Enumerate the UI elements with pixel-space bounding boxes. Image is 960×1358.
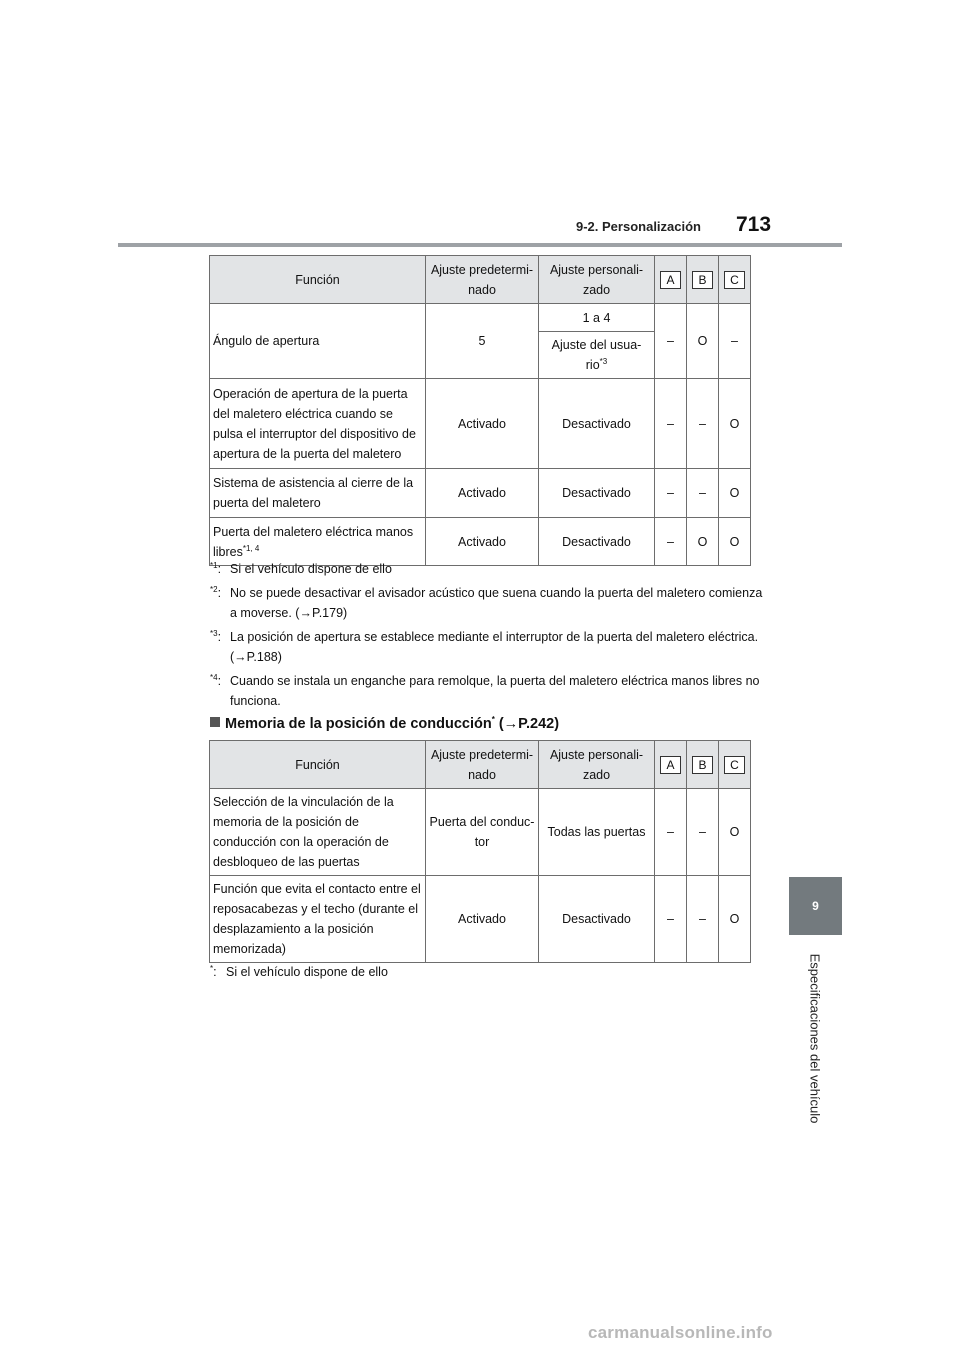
row-col-a: –: [655, 469, 687, 518]
section-heading: Memoria de la posición de conducción* (→P.242): [210, 716, 559, 732]
row-col-c: O: [719, 518, 751, 566]
header-custom: Ajuste personali-zado: [539, 741, 655, 789]
row-col-a: –: [655, 789, 687, 876]
header-col-c: C: [724, 271, 745, 289]
row-default: Activado: [426, 469, 539, 518]
row-funcion: Puerta del maletero eléctrica manos libres$^{*1, 4}$: [210, 518, 426, 566]
header-col-b: B: [692, 756, 713, 774]
table-row: [210, 789, 751, 876]
row-custom: Desactivado: [539, 518, 655, 566]
customization-table-1: [209, 255, 751, 566]
header-col-a: A: [660, 756, 681, 774]
row-default: Activado: [426, 876, 539, 963]
section-title: 9-2. Personalización: [576, 219, 701, 234]
chapter-number: 9: [812, 899, 819, 913]
row-col-c: O: [719, 469, 751, 518]
row-col-c: O: [719, 789, 751, 876]
footnote: $^{*2}$: No se puede desactivar el avisador acústico que suena cuando la puerta del maletero comienza a moverse. (→P.179): [210, 584, 763, 620]
table-header-row: [210, 256, 751, 304]
row-funcion: Selección de la vinculación de la memoria de la posición de conducción con la operación de desbloqueo de las puertas: [210, 789, 426, 876]
row-col-b: –: [687, 379, 719, 469]
footnotes: [210, 559, 770, 715]
row-col-c: –: [719, 304, 751, 379]
row-default: Activado: [426, 518, 539, 566]
row-col-b: –: [687, 469, 719, 518]
chapter-tab[interactable]: [789, 877, 842, 935]
row-col-b: –: [687, 876, 719, 963]
table-row: [210, 304, 751, 332]
row-funcion: Función que evita el contacto entre el reposacabezas y el techo (durante el desplazamiento a la posición memorizada): [210, 876, 426, 963]
header-default: Ajuste predetermi-nado: [426, 741, 539, 789]
header-col-c: C: [724, 756, 745, 774]
customization-table-2: [209, 740, 751, 963]
row-custom: Desactivado: [539, 469, 655, 518]
watermark: carmanualsonline.info: [588, 1323, 773, 1342]
page-number: 713: [736, 213, 772, 236]
header-col-b: B: [692, 271, 713, 289]
header-col-a: A: [660, 271, 681, 289]
chapter-label: Especificaciones del vehículo: [807, 953, 823, 1123]
row-default: Activado: [426, 379, 539, 469]
table-row: [210, 469, 751, 518]
row-col-a: –: [655, 304, 687, 379]
row-funcion: Operación de apertura de la puerta del maletero eléctrica cuando se pulsa el interruptor del dispositivo de apertura de la puerta del maletero: [210, 379, 426, 469]
row-col-b: O: [687, 304, 719, 379]
row-funcion: Sistema de asistencia al cierre de la puerta del maletero: [210, 469, 426, 518]
row-col-a: –: [655, 379, 687, 469]
page-reference-link[interactable]: (→P.242): [498, 716, 560, 732]
row-col-b: O: [687, 518, 719, 566]
row-custom: Ajuste del usua-rio$^{*3}$: [539, 332, 655, 379]
row-col-c: O: [719, 379, 751, 469]
row-default: Puerta del conduc-tor: [426, 789, 539, 876]
header-custom: Ajuste personali-zado: [539, 256, 655, 304]
row-col-a: –: [655, 518, 687, 566]
footnote: $^{*1}$: Si el vehículo dispone de ello: [210, 560, 392, 576]
footnote: $^{*4}$: Cuando se instala un enganche para remolque, la puerta del maletero eléctrica manos libres no funciona.: [210, 672, 760, 708]
footnote: *: Si el vehículo dispone de ello: [210, 963, 388, 979]
row-col-a: –: [655, 876, 687, 963]
footnote: $^{*3}$: La posición de apertura se establece mediante el interruptor de la puerta del maletero eléctrica. (→P.188): [210, 628, 759, 664]
row-col-b: –: [687, 789, 719, 876]
row-funcion: Ángulo de apertura: [210, 304, 426, 379]
row-default: 5: [426, 304, 539, 379]
header-funcion: Función: [210, 256, 426, 304]
table-header-row: [210, 741, 751, 789]
table-row: [210, 876, 751, 963]
row-col-c: O: [719, 876, 751, 963]
row-custom: 1 a 4: [539, 304, 655, 332]
table-row: [210, 379, 751, 469]
header-divider: [118, 243, 842, 247]
header-default: Ajuste predetermi-nado: [426, 256, 539, 304]
row-custom: Desactivado: [539, 876, 655, 963]
row-custom: Todas las puertas: [539, 789, 655, 876]
header-funcion: Función: [210, 741, 426, 789]
row-custom: Desactivado: [539, 379, 655, 469]
square-bullet-icon: [210, 717, 220, 727]
